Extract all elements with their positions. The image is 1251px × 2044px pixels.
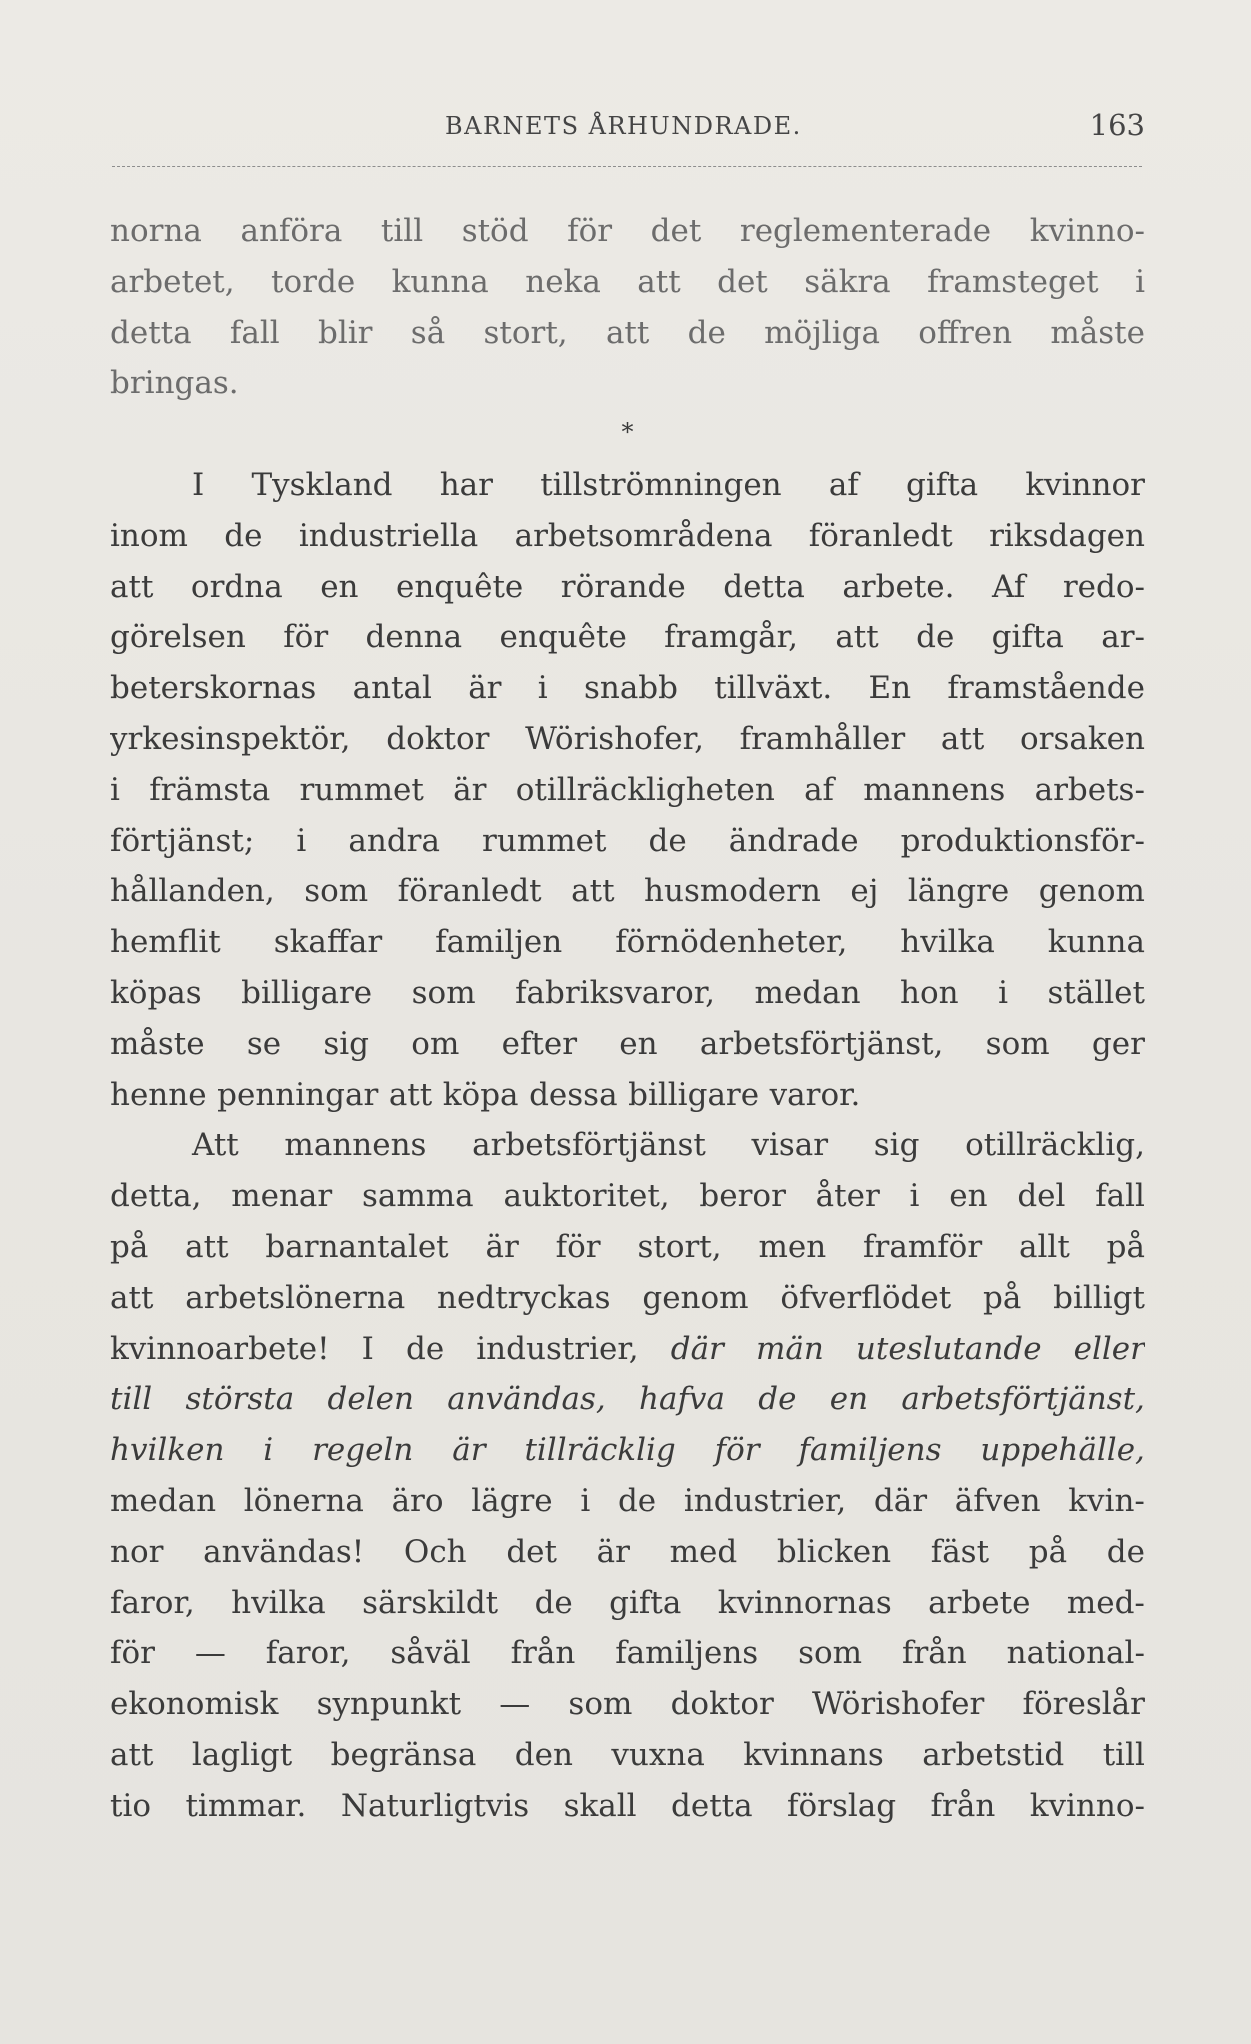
text-line bbox=[110, 1019, 1145, 1070]
word: i bbox=[580, 1482, 591, 1519]
word: de bbox=[648, 822, 687, 859]
word: män bbox=[755, 1330, 824, 1367]
word: se bbox=[246, 1025, 282, 1062]
word: gifta bbox=[609, 1584, 682, 1621]
word: skaffar bbox=[273, 924, 383, 961]
word: synpunkt bbox=[316, 1686, 462, 1723]
word: genom bbox=[642, 1279, 749, 1316]
word: som bbox=[798, 1635, 863, 1672]
word: stort, bbox=[637, 1228, 722, 1265]
text-line bbox=[110, 765, 1145, 816]
word: mannens bbox=[284, 1127, 427, 1164]
text-line bbox=[110, 1273, 1145, 1324]
word: rummet bbox=[299, 771, 424, 808]
word: enquête bbox=[499, 619, 627, 656]
word: inom bbox=[110, 517, 188, 554]
header-rule bbox=[112, 166, 1142, 167]
running-title: BARNETS ÅRHUNDRADE. bbox=[445, 112, 802, 140]
word: arbetet, bbox=[110, 263, 235, 300]
word: dessa bbox=[529, 1076, 618, 1113]
word: Och bbox=[403, 1533, 467, 1570]
word: är bbox=[452, 1432, 486, 1469]
word: förnödenheter, bbox=[615, 924, 848, 961]
word: auktoritet, bbox=[503, 1178, 670, 1215]
word: familjens bbox=[798, 1432, 942, 1469]
word: med- bbox=[1066, 1584, 1145, 1621]
word: kvinnans bbox=[743, 1736, 884, 1773]
word: måste bbox=[1050, 314, 1145, 351]
word: de bbox=[534, 1584, 573, 1621]
word: ar- bbox=[1101, 619, 1145, 656]
word: fall bbox=[229, 314, 280, 351]
word: billigare bbox=[628, 1076, 760, 1113]
word: doktor bbox=[386, 720, 490, 757]
word: föreslår bbox=[1022, 1686, 1145, 1723]
word: orsaken bbox=[1020, 720, 1145, 757]
page-header bbox=[110, 108, 1145, 152]
word: stöd bbox=[461, 213, 529, 249]
word: i bbox=[537, 670, 548, 707]
word: längre bbox=[907, 873, 1010, 910]
word: industrier, bbox=[476, 1330, 639, 1367]
word: där bbox=[873, 1482, 928, 1519]
word: så bbox=[410, 314, 446, 351]
word: timmar. bbox=[185, 1787, 307, 1824]
text-line bbox=[110, 1730, 1145, 1781]
word: fäst bbox=[930, 1533, 990, 1570]
word: arbete bbox=[928, 1584, 1031, 1621]
word: de bbox=[1106, 1533, 1145, 1570]
word: som bbox=[411, 974, 476, 1011]
word: hvilken bbox=[110, 1432, 225, 1469]
word: med bbox=[669, 1533, 738, 1570]
word: hvilka bbox=[231, 1584, 326, 1621]
word: efter bbox=[501, 1025, 578, 1062]
text-line bbox=[110, 1476, 1145, 1527]
word: vuxna bbox=[611, 1736, 705, 1773]
word: detta bbox=[671, 1787, 753, 1824]
word: blicken bbox=[776, 1533, 892, 1570]
word: andra bbox=[348, 822, 440, 859]
word: del bbox=[1017, 1178, 1066, 1215]
word: En bbox=[868, 670, 912, 707]
word: bringas. bbox=[110, 365, 239, 402]
word: till bbox=[380, 213, 424, 249]
word: gifta bbox=[905, 466, 979, 503]
word: att bbox=[940, 720, 985, 757]
word: möjliga bbox=[764, 314, 880, 351]
word: för bbox=[110, 1635, 155, 1672]
word: fabriksvaror, bbox=[515, 974, 716, 1011]
word: tillräcklig bbox=[524, 1432, 676, 1469]
word: ger bbox=[1091, 1025, 1145, 1062]
word: köpas bbox=[110, 974, 202, 1011]
word: offren bbox=[918, 314, 1013, 351]
word: äro bbox=[391, 1482, 444, 1519]
word: enquête bbox=[396, 568, 524, 605]
word: arbetsförtjänst, bbox=[901, 1381, 1145, 1418]
word: I bbox=[361, 1330, 374, 1367]
word: uppehälle, bbox=[980, 1432, 1145, 1469]
word: i bbox=[909, 1178, 920, 1215]
word: antal bbox=[352, 670, 432, 707]
text-line bbox=[110, 917, 1145, 968]
text-line bbox=[110, 1425, 1145, 1476]
word: till bbox=[1102, 1736, 1145, 1773]
word: detta bbox=[723, 568, 805, 605]
word: sig bbox=[323, 1025, 370, 1062]
word: doktor bbox=[670, 1686, 774, 1723]
text-line bbox=[110, 1324, 1145, 1375]
word: är bbox=[453, 771, 487, 808]
word: föranledt bbox=[397, 873, 542, 910]
text-line bbox=[110, 1578, 1145, 1629]
word: hållanden, bbox=[110, 873, 275, 910]
word: att bbox=[110, 1736, 154, 1773]
word: från bbox=[901, 1635, 967, 1672]
word: de bbox=[758, 1381, 797, 1418]
word: kvin- bbox=[1068, 1482, 1145, 1519]
word: de bbox=[224, 517, 263, 554]
word: en bbox=[949, 1178, 988, 1215]
word: de bbox=[916, 619, 955, 656]
word: menar bbox=[231, 1178, 333, 1215]
word: kvinnoarbete! bbox=[110, 1330, 330, 1367]
word: äfven bbox=[954, 1482, 1041, 1519]
text-line bbox=[110, 816, 1145, 867]
word: för bbox=[567, 213, 613, 249]
word: I bbox=[192, 466, 205, 503]
word: men bbox=[758, 1228, 827, 1265]
text-line bbox=[110, 1374, 1145, 1425]
word: penningar bbox=[217, 1076, 379, 1113]
word: Att bbox=[192, 1127, 239, 1164]
section-separator: * bbox=[621, 418, 634, 447]
word: som bbox=[568, 1686, 633, 1723]
word: till bbox=[110, 1381, 153, 1418]
word: att bbox=[185, 1228, 229, 1265]
word: reglementerade bbox=[739, 213, 992, 249]
word: ej bbox=[850, 873, 879, 910]
word: faror, bbox=[110, 1584, 195, 1621]
word: tio bbox=[110, 1787, 152, 1824]
word: arbetslönerna bbox=[185, 1279, 406, 1316]
word: för bbox=[714, 1432, 760, 1469]
word: på bbox=[110, 1228, 149, 1265]
text-line bbox=[110, 612, 1145, 663]
word: från bbox=[930, 1787, 996, 1824]
word: kvinno- bbox=[1029, 213, 1145, 249]
word: de bbox=[405, 1330, 445, 1367]
word: lönerna bbox=[243, 1482, 364, 1519]
word: medan bbox=[754, 974, 861, 1011]
word: att bbox=[571, 873, 615, 910]
word: är bbox=[485, 1228, 519, 1265]
word: i bbox=[296, 822, 307, 859]
text-line bbox=[110, 663, 1145, 714]
word: måste bbox=[110, 1025, 205, 1062]
word: Naturligtvis bbox=[340, 1787, 530, 1824]
word: beterskornas bbox=[110, 670, 317, 707]
word: att bbox=[835, 619, 879, 656]
text-line bbox=[110, 308, 1145, 359]
word: billigt bbox=[1053, 1279, 1145, 1316]
text-line bbox=[110, 1171, 1145, 1222]
text-line bbox=[110, 1527, 1145, 1578]
word: förtjänst; bbox=[110, 822, 255, 859]
word: husmodern bbox=[644, 873, 821, 910]
text-line bbox=[110, 866, 1145, 917]
word: otillräckligheten bbox=[515, 771, 775, 808]
word: rummet bbox=[482, 822, 607, 859]
text-line bbox=[110, 1222, 1145, 1273]
word: barnantalet bbox=[265, 1228, 449, 1265]
word: medan bbox=[110, 1482, 217, 1519]
word: af bbox=[828, 466, 859, 503]
word: åter bbox=[815, 1178, 880, 1215]
text-line bbox=[110, 968, 1145, 1019]
word: tillväxt. bbox=[714, 670, 833, 707]
word: Af bbox=[991, 568, 1026, 605]
word: användas! bbox=[203, 1533, 365, 1570]
word: hvilka bbox=[900, 924, 995, 961]
word: redo- bbox=[1062, 568, 1145, 605]
word: kvinnornas bbox=[717, 1584, 892, 1621]
word: produktionsför- bbox=[900, 822, 1145, 859]
word: i bbox=[110, 771, 120, 808]
word: den bbox=[514, 1736, 573, 1773]
word: fall bbox=[1095, 1178, 1145, 1215]
text-line bbox=[110, 1120, 1145, 1171]
text-line bbox=[110, 714, 1145, 765]
word: arbete. bbox=[842, 568, 955, 605]
text-line bbox=[110, 511, 1145, 562]
text-line bbox=[110, 460, 1145, 511]
word: skall bbox=[563, 1787, 637, 1824]
text-line bbox=[110, 257, 1145, 308]
text-line bbox=[110, 562, 1145, 613]
word: användas, bbox=[447, 1381, 606, 1418]
word: faror, bbox=[265, 1635, 351, 1672]
text-line bbox=[110, 1070, 1145, 1121]
word: har bbox=[439, 466, 493, 503]
word: om bbox=[411, 1025, 460, 1062]
word: lagligt bbox=[191, 1736, 293, 1773]
word: visar bbox=[751, 1127, 829, 1164]
word: att bbox=[388, 1076, 433, 1113]
word: ändrade bbox=[728, 822, 859, 859]
word: mannens bbox=[863, 771, 1006, 808]
word: för bbox=[283, 619, 329, 656]
word: blir bbox=[317, 314, 373, 351]
word: af bbox=[804, 771, 835, 808]
word: är bbox=[468, 670, 502, 707]
word: national- bbox=[1006, 1635, 1145, 1672]
word: framsteget bbox=[927, 263, 1099, 300]
word: riksdagen bbox=[989, 517, 1145, 554]
word: Wörishofer bbox=[811, 1686, 985, 1723]
word: i bbox=[263, 1432, 274, 1469]
word: kunna bbox=[391, 263, 489, 300]
page-number: 163 bbox=[1089, 108, 1145, 142]
word: som bbox=[304, 873, 369, 910]
word: detta, bbox=[110, 1178, 202, 1215]
word: delen bbox=[327, 1381, 414, 1418]
word: arbetstid bbox=[922, 1736, 1065, 1773]
word: det bbox=[650, 213, 702, 249]
word: stort, bbox=[483, 314, 568, 351]
text-line bbox=[110, 1781, 1145, 1832]
word: såväl bbox=[390, 1635, 471, 1672]
word: familjen bbox=[435, 924, 563, 961]
word: regeln bbox=[312, 1432, 414, 1469]
word: särskildt bbox=[362, 1584, 499, 1621]
word: på bbox=[1106, 1228, 1145, 1265]
word: görelsen bbox=[110, 619, 246, 656]
word: gifta bbox=[991, 619, 1064, 656]
word: ekonomisk bbox=[110, 1686, 279, 1723]
word: från bbox=[510, 1635, 576, 1672]
word: i bbox=[998, 974, 1009, 1011]
word: föranledt bbox=[808, 517, 953, 554]
word: i bbox=[1135, 263, 1145, 300]
word: framgår, bbox=[664, 619, 798, 656]
word: tillströmningen bbox=[540, 466, 782, 503]
word: arbetsförtjänst bbox=[472, 1127, 706, 1164]
word: främsta bbox=[149, 771, 271, 808]
word: — bbox=[194, 1635, 226, 1672]
word: där bbox=[670, 1330, 724, 1367]
word: hafva bbox=[639, 1381, 725, 1418]
word: ordna bbox=[190, 568, 283, 605]
word: uteslutande bbox=[855, 1330, 1042, 1367]
word: kunna bbox=[1047, 924, 1145, 961]
word: en bbox=[320, 568, 359, 605]
word: en bbox=[619, 1025, 658, 1062]
word: Wörishofer, bbox=[525, 720, 704, 757]
word: att bbox=[110, 1279, 154, 1316]
word: säkra bbox=[804, 263, 891, 300]
word: industriella bbox=[298, 517, 479, 554]
word: norna bbox=[110, 213, 202, 249]
word: på bbox=[983, 1279, 1022, 1316]
word: arbetsområdena bbox=[514, 517, 773, 554]
word: beror bbox=[699, 1178, 786, 1215]
word: samma bbox=[362, 1178, 474, 1215]
word: på bbox=[1028, 1533, 1068, 1570]
word: köpa bbox=[442, 1076, 519, 1113]
word: att bbox=[637, 263, 681, 300]
word: denna bbox=[365, 619, 463, 656]
word: förslag bbox=[787, 1787, 897, 1824]
word: eller bbox=[1073, 1330, 1145, 1367]
word: allt bbox=[1019, 1228, 1070, 1265]
word: som bbox=[985, 1025, 1050, 1062]
word: snabb bbox=[583, 670, 678, 707]
word: rörande bbox=[560, 568, 686, 605]
word: öfverflödet bbox=[780, 1279, 952, 1316]
word: Tyskland bbox=[251, 466, 393, 503]
word: för bbox=[555, 1228, 601, 1265]
word: en bbox=[829, 1381, 869, 1418]
word: yrkesinspektör, bbox=[110, 720, 351, 757]
word: begränsa bbox=[330, 1736, 477, 1773]
word: framhåller bbox=[739, 720, 906, 757]
word: otillräcklig, bbox=[965, 1127, 1145, 1164]
word: varor. bbox=[769, 1076, 861, 1113]
word: arbetsförtjänst, bbox=[699, 1025, 944, 1062]
word: framför bbox=[863, 1228, 983, 1265]
word: nedtryckas bbox=[437, 1279, 611, 1316]
word: industrier, bbox=[683, 1482, 847, 1519]
word: framstående bbox=[947, 670, 1145, 707]
word: hon bbox=[900, 974, 959, 1011]
word: det bbox=[717, 263, 768, 300]
word: hemflit bbox=[110, 924, 221, 961]
word: att bbox=[605, 314, 650, 351]
word: anföra bbox=[240, 213, 343, 249]
word: henne bbox=[110, 1076, 207, 1113]
word: detta bbox=[110, 314, 192, 351]
word: torde bbox=[271, 263, 356, 300]
word: de bbox=[617, 1482, 657, 1519]
word: att bbox=[110, 568, 154, 605]
word: neka bbox=[525, 263, 601, 300]
text-line bbox=[110, 358, 1145, 409]
word: arbets- bbox=[1034, 771, 1145, 808]
word: de bbox=[687, 314, 726, 351]
text-line bbox=[110, 1679, 1145, 1730]
word: är bbox=[596, 1533, 630, 1570]
word: stället bbox=[1047, 974, 1145, 1011]
word: största bbox=[185, 1381, 295, 1418]
word: — bbox=[499, 1686, 531, 1723]
text-line bbox=[110, 206, 1145, 257]
word: kvinno- bbox=[1029, 1787, 1145, 1824]
word: nor bbox=[110, 1533, 164, 1570]
text-line bbox=[110, 1628, 1145, 1679]
word: lägre bbox=[471, 1482, 553, 1519]
body-text bbox=[110, 206, 1145, 1832]
word: sig bbox=[873, 1127, 920, 1164]
word: familjens bbox=[615, 1635, 759, 1672]
word: genom bbox=[1038, 873, 1145, 910]
word: det bbox=[506, 1533, 557, 1570]
word: kvinnor bbox=[1025, 466, 1145, 503]
word: billigare bbox=[241, 974, 373, 1011]
